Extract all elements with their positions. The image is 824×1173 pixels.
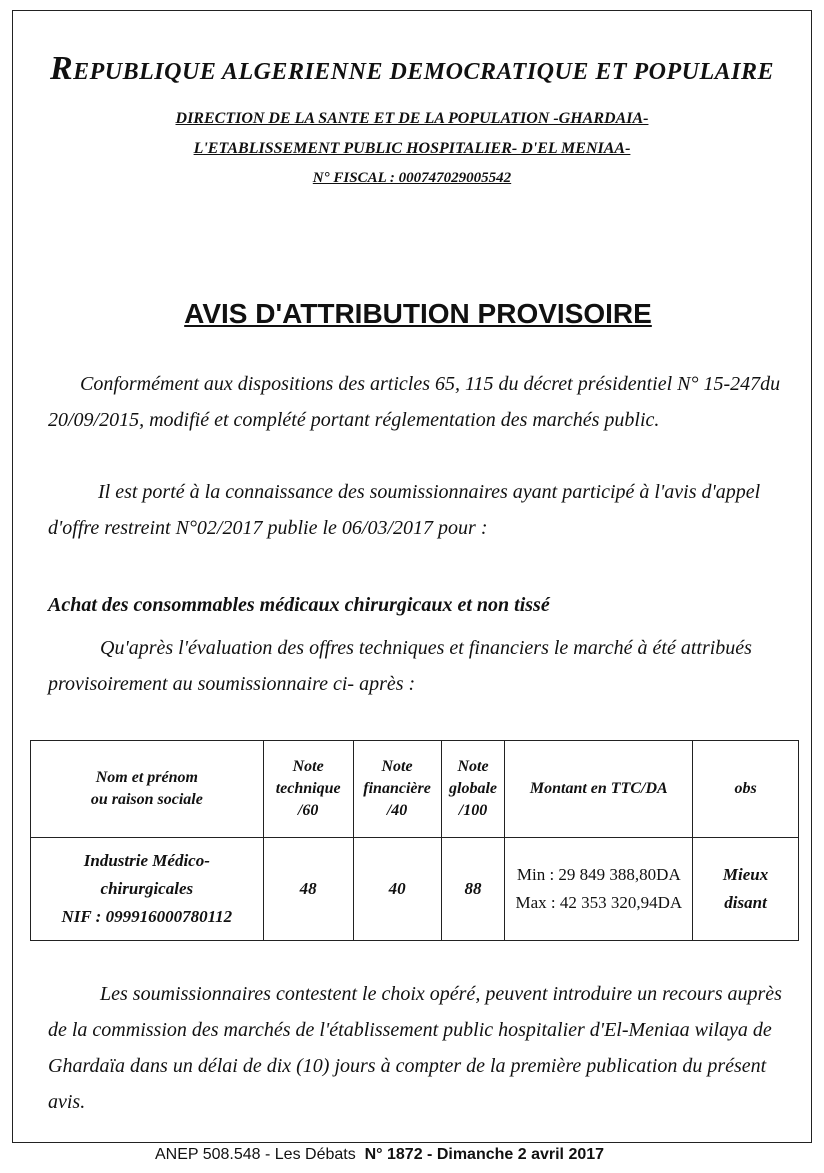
table-row <box>31 838 799 941</box>
cell-global-score: 88 <box>441 838 505 941</box>
award-paragraph: Qu'après l'évaluation des offres techniques et financiers le marché à été attribués provisoirement au soumissionnaire ci- après : <box>48 637 752 695</box>
footer-source: ANEP 508.548 - Les Débats <box>155 1146 356 1163</box>
appeal-paragraph: Les soumissionnaires contestent le choix opéré, peuvent introduire un recours auprès de la commission des marchés de l'établissement public hospitalier d'El-Meniaa wilaya de Ghardaïa dans un délai de dix (10) jours à compter de la première publication du présent avis. <box>48 983 782 1113</box>
direction-heading: DIRECTION DE LA SANTE ET DE LA POPULATION -GHARDAIA- <box>175 110 649 127</box>
footer-issue: N° 1872 - Dimanche 2 avril 2017 <box>364 1146 605 1163</box>
header-name: Nom et prénom ou raison sociale <box>31 741 264 838</box>
table-header-row <box>31 741 799 838</box>
tender-paragraph: Il est porté à la connaissance des soumissionnaires ayant participé à l'avis d'appel d'offre restreint N°02/2017 publie le 06/03/2017 pour : <box>48 481 761 539</box>
header-global-score: Note globale /100 <box>441 741 505 838</box>
cell-financial-score: 40 <box>353 838 441 941</box>
cell-company: Industrie Médico- chirurgicales NIF : 099916000780112 <box>31 838 264 941</box>
cell-technical-score: 48 <box>263 838 353 941</box>
notice-title: AVIS D'ATTRIBUTION PROVISOIRE <box>184 298 652 329</box>
establishment-heading: L'ETABLISSEMENT PUBLIC HOSPITALIER- D'EL MENIAA- <box>193 140 631 157</box>
header-technical-score: Note technique /60 <box>263 741 353 838</box>
publication-footer <box>155 1146 604 1164</box>
republic-heading: REPUBLIQUE ALGERIENNE DEMOCRATIQUE ET POPULAIRE <box>49 50 775 87</box>
cell-obs: Mieux disant <box>693 838 799 941</box>
legal-basis-paragraph: Conformément aux dispositions des articles 65, 115 du décret présidentiel N° 15-247du 20/09/2015, modifié et complété portant réglementation des marchés public. <box>48 373 781 431</box>
header-financial-score: Note financière /40 <box>353 741 441 838</box>
fiscal-number: N° FISCAL : 000747029005542 <box>312 170 512 186</box>
header-amount: Montant en TTC/DA <box>505 741 693 838</box>
tender-object: Achat des consommables médicaux chirurgicaux et non tissé <box>48 594 550 616</box>
header-obs: obs <box>693 741 799 838</box>
award-table <box>30 740 799 941</box>
cell-amount: Min : 29 849 388,80DA Max : 42 353 320,94DA <box>505 838 693 941</box>
